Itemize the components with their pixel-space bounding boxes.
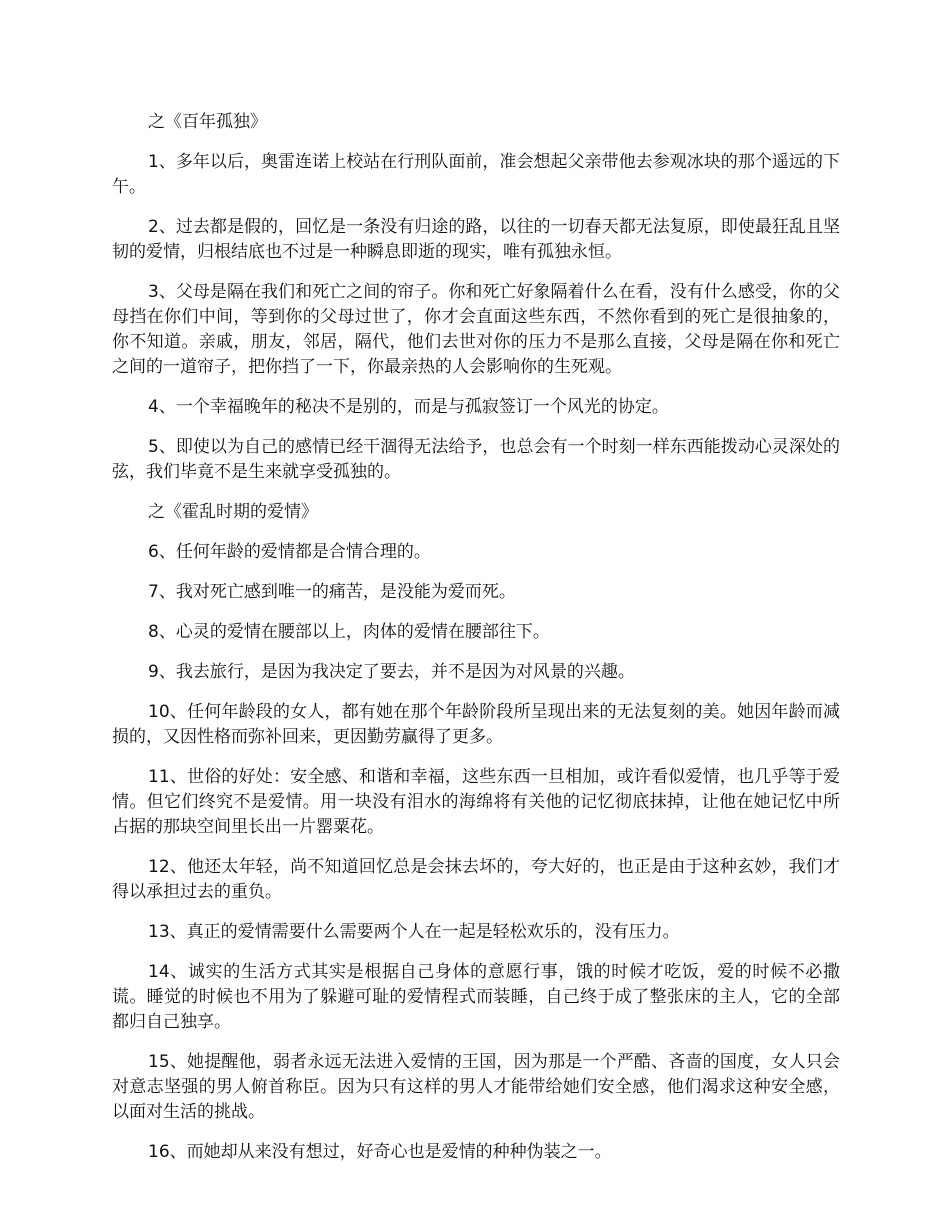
quote-paragraph: 2、过去都是假的，回忆是一条没有归途的路，以往的一切春天都无法复原，即使最狂乱且坚韧的爱情，归根结底也不过是一种瞬息即逝的现实，唯有孤独永恒。 — [112, 217, 840, 262]
document-body — [112, 110, 840, 1180]
quote-paragraph: 8、心灵的爱情在腰部以上，肉体的爱情在腰部往下。 — [148, 622, 550, 642]
quote-paragraph: 12、他还太年轻，尚不知道回忆总是会抹去坏的，夸大好的，也正是由于这种玄妙，我们才得以承担过去的重负。 — [112, 857, 840, 902]
quote-paragraph: 10、任何年龄段的女人，都有她在那个年龄阶段所呈现出来的无法复刻的美。她因年龄而减损的，又因性格而弥补回来，更因勤劳赢得了更多。 — [112, 702, 840, 747]
section-heading: 之《百年孤独》 — [148, 112, 267, 132]
quote-paragraph: 15、她提醒他，弱者永远无法进入爱情的王国，因为那是一个严酷、吝啬的国度，女人只会对意志坚强的男人俯首称臣。因为只有这样的男人才能带给她们安全感，他们渴求这种安全感，以面对生活的挑战。 — [112, 1052, 840, 1122]
quote-paragraph: 16、而她却从来没有想过，好奇心也是爱情的种种伪装之一。 — [148, 1142, 612, 1162]
quote-paragraph: 3、父母是隔在我们和死亡之间的帘子。你和死亡好象隔着什么在看，没有什么感受，你的父母挡在你们中间，等到你的父母过世了，你才会直面这些东西，不然你看到的死亡是很抽象的，你不知道。亲戚，朋友，邻居，隔代，他们去世对你的压力不是那么直接，父母是隔在你和死亡之间的一道帘子，把你挡了一下，你最亲热的人会影响你的生死观。 — [112, 282, 840, 377]
quote-paragraph: 1、多年以后，奥雷连诺上校站在行刑队面前，准会想起父亲带他去参观冰块的那个遥远的下午。 — [112, 152, 840, 197]
quote-paragraph: 13、真正的爱情需要什么需要两个人在一起是轻松欢乐的，没有压力。 — [148, 922, 680, 942]
quote-paragraph: 14、诚实的生活方式其实是根据自己身体的意愿行事，饿的时候才吃饭，爱的时候不必撒谎。睡觉的时候也不用为了躲避可耻的爱情程式而装睡，自己终于成了整张床的主人，它的全部都归自己独享。 — [112, 962, 840, 1032]
quote-paragraph: 4、一个幸福晚年的秘决不是别的，而是与孤寂签订一个风光的协定。 — [148, 397, 669, 417]
quote-paragraph: 9、我去旅行，是因为我决定了要去，并不是因为对风景的兴趣。 — [148, 662, 635, 682]
quote-paragraph: 11、世俗的好处：安全感、和谐和幸福，这些东西一旦相加，或许看似爱情，也几乎等于爱情。但它们终究不是爱情。用一块没有泪水的海绵将有关他的记忆彻底抹掉，让他在她记忆中所占据的那块空间里长出一片罂粟花。 — [112, 767, 840, 837]
quote-paragraph: 7、我对死亡感到唯一的痛苦，是没能为爱而死。 — [148, 582, 516, 602]
section-heading: 之《霍乱时期的爱情》 — [148, 502, 318, 522]
quote-paragraph: 6、任何年龄的爱情都是合情合理的。 — [148, 542, 431, 562]
quote-paragraph: 5、即使以为自己的感情已经干涸得无法给予，也总会有一个时刻一样东西能拨动心灵深处的弦，我们毕竟不是生来就享受孤独的。 — [112, 437, 840, 482]
